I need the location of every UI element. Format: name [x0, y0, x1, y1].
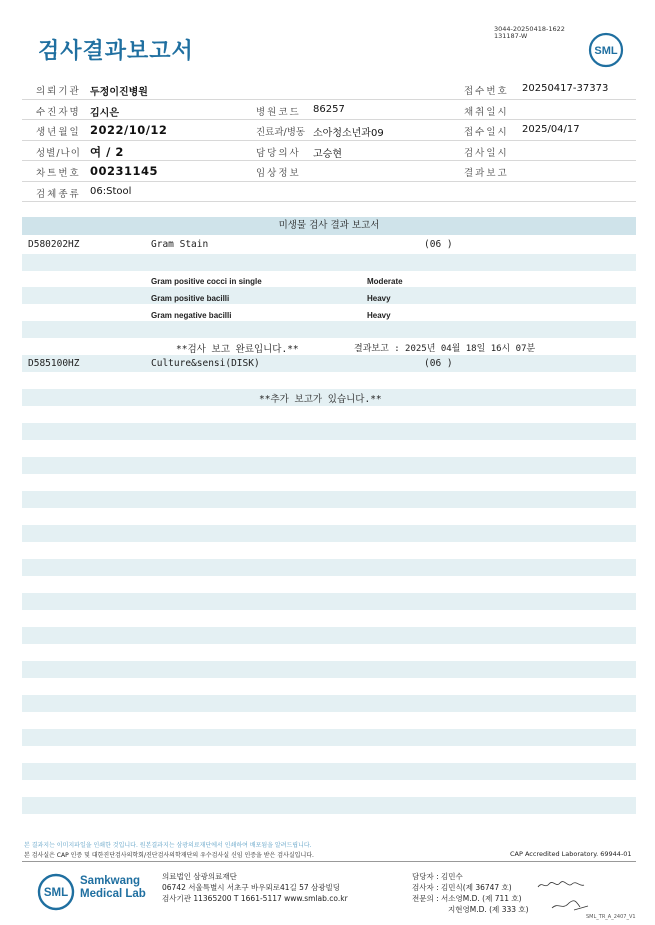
result-row-stripe [22, 321, 636, 338]
result-row-stripe [22, 287, 636, 304]
samkwang-logo-text: SML [43, 887, 69, 899]
gram-result: Moderate [367, 277, 403, 286]
result-row-stripe [22, 491, 636, 508]
specimen-code: (06 ) [424, 358, 453, 369]
result-row-stripe [22, 525, 636, 542]
info-label: 채취일시 [464, 106, 509, 118]
info-value: 고승현 [313, 148, 342, 160]
staff-line: 지현영M.D. (제 333 호) [448, 905, 529, 914]
info-label: 검사일시 [464, 147, 509, 159]
info-label: 진료과/병동 [256, 127, 306, 138]
info-row [22, 120, 636, 141]
info-row [22, 161, 636, 182]
info-value: 여 / 2 [90, 144, 124, 159]
brand-line1: Samkwang [80, 875, 141, 887]
gram-item: Gram negative bacilli [151, 311, 232, 320]
info-label: 병원코드 [256, 106, 301, 118]
info-value: 2025/04/17 [522, 124, 580, 135]
address-line: 의료법인 삼광의료재단 [162, 872, 237, 881]
result-row-stripe [22, 593, 636, 610]
info-value: 소아청소년과09 [313, 128, 384, 139]
result-row-stripe [22, 559, 636, 576]
gram-result: Heavy [367, 311, 391, 320]
footer-note: 본 결과지는 이미지파일을 인쇄한 것입니다. 원본결과지는 삼광의료재단에서 인쇄하여 배포됨을 알려드립니다. [24, 842, 312, 849]
result-row-stripe [22, 729, 636, 746]
info-value: 00231145 [90, 164, 159, 178]
brand-name [80, 875, 146, 901]
document-id-line2: 131187-W [494, 32, 528, 40]
institution-address [162, 871, 348, 904]
info-label: 접수번호 [464, 86, 509, 97]
info-label: 접수일시 [464, 127, 509, 138]
test-name: Gram Stain [151, 239, 209, 250]
footer-divider [22, 861, 636, 862]
info-label: 검체종류 [36, 188, 81, 200]
info-row [22, 79, 636, 100]
document-id-line1: 3044-20250418-1622 [494, 25, 565, 33]
info-value: 86257 [313, 103, 345, 115]
result-row-stripe [22, 797, 636, 814]
signature-icon [536, 880, 586, 890]
gram-item: Gram positive bacilli [151, 294, 230, 303]
info-label: 결과보고 [464, 168, 509, 179]
cap-accreditation: CAP Accredited Laboratory. 69944-01 [510, 850, 632, 858]
staff-list [412, 871, 529, 915]
info-label: 임상정보 [256, 168, 301, 179]
gram-result: Heavy [367, 294, 391, 303]
signature-icon [550, 898, 590, 912]
brand-line2: Medical Lab [80, 888, 146, 900]
patient-info-table [22, 79, 636, 202]
info-value: 20250417-37373 [522, 83, 609, 94]
info-label: 성별/나이 [36, 147, 81, 159]
info-label: 수진자명 [36, 106, 81, 118]
test-code: D580202HZ [28, 239, 80, 250]
page-title: 검사결과보고서 [38, 39, 194, 64]
report-time: 결과보고 : 2025년 04월 18일 16시 07분 [354, 344, 536, 354]
result-row-stripe [22, 627, 636, 644]
form-code: SML_TR_A_2407_V1 [586, 914, 636, 920]
info-value: 김시은 [90, 107, 119, 119]
samkwang-logo-icon [36, 872, 76, 912]
info-row [22, 141, 636, 162]
complete-message: **검사 보고 완료입니다.** [176, 344, 299, 355]
address-line: 검사기관 11365200 T 1661-5117 www.smlab.co.kr [162, 894, 348, 903]
result-row-stripe [22, 763, 636, 780]
info-row [22, 100, 636, 121]
info-row [22, 182, 636, 203]
test-code: D585100HZ [28, 358, 80, 369]
info-label: 생년월일 [36, 127, 81, 138]
additional-report-message: **추가 보고가 있습니다.** [259, 394, 382, 405]
info-label: 차트번호 [36, 168, 81, 179]
result-row-stripe [22, 254, 636, 271]
sml-logo-icon [588, 32, 624, 68]
info-label: 의뢰기관 [36, 86, 81, 97]
staff-line: 검사자 : 김민식(제 36747 호) [412, 883, 512, 892]
footer-certification: 본 검사실은 CAP 인증 및 대한진단검사의학회/진단검사의학재단의 우수검사실 신임 인증을 받은 검사실입니다. [24, 852, 314, 859]
document-id [494, 26, 565, 40]
result-row-stripe [22, 457, 636, 474]
result-row-stripe [22, 661, 636, 678]
result-row-stripe [22, 423, 636, 440]
section-title: 미생물 검사 결과 보고서 [22, 217, 636, 235]
result-row-stripe [22, 695, 636, 712]
staff-line: 담당자 : 김민수 [412, 872, 463, 881]
info-value: 06:Stool [90, 185, 132, 197]
sml-logo-text: SML [594, 45, 618, 57]
info-label: 담당의사 [256, 147, 301, 159]
staff-line: 전문의 : 서소영M.D. (제 711 호) [412, 894, 522, 903]
address-line: 06742 서울특별시 서초구 바우뫼로41길 57 삼광빌딩 [162, 883, 341, 892]
info-value: 2022/10/12 [90, 123, 168, 137]
specimen-code: (06 ) [424, 239, 453, 250]
info-value: 두정이진병원 [90, 87, 148, 98]
result-row-stripe [22, 355, 636, 372]
test-name: Culture&sensi(DISK) [151, 358, 260, 369]
gram-item: Gram positive cocci in single [151, 277, 262, 286]
